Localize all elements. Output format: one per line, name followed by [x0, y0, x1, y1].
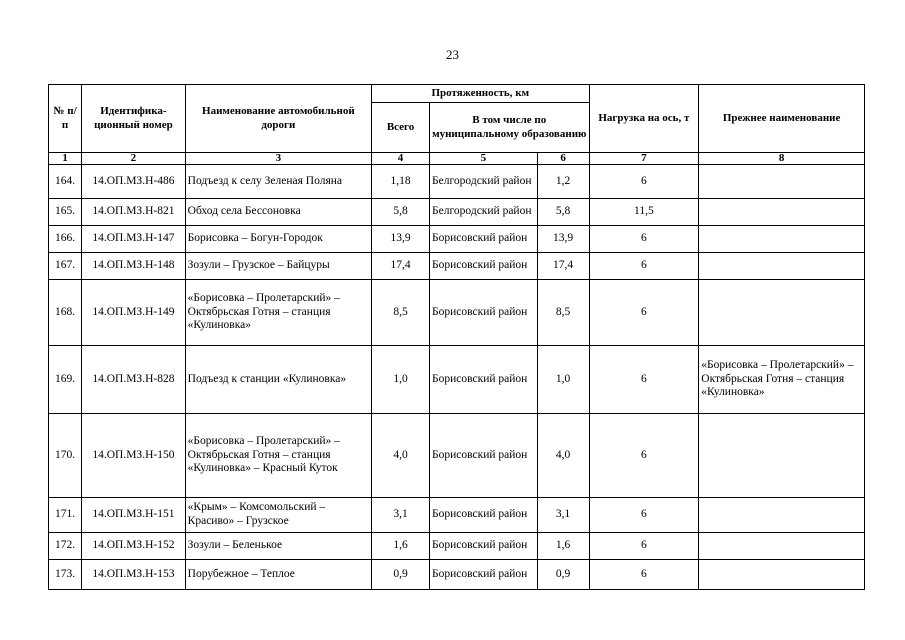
- axle-load: 6: [589, 346, 699, 414]
- length-total: 1,0: [372, 346, 430, 414]
- row-number: 164.: [49, 165, 82, 199]
- table-row: [49, 199, 865, 226]
- district: Борисовский район: [430, 414, 538, 498]
- length-total: 13,9: [372, 226, 430, 253]
- road-id: 14.ОП.МЗ.Н-149: [82, 280, 186, 346]
- district-length: 1,2: [537, 165, 589, 199]
- col-number: 7: [589, 153, 699, 165]
- district-length: 4,0: [537, 414, 589, 498]
- table-row: [49, 280, 865, 346]
- previous-name: [699, 165, 865, 199]
- length-total: 1,18: [372, 165, 430, 199]
- road-id: 14.ОП.МЗ.Н-828: [82, 346, 186, 414]
- district: Белгородский район: [430, 165, 538, 199]
- previous-name: [699, 253, 865, 280]
- district: Борисовский район: [430, 280, 538, 346]
- road-id: 14.ОП.МЗ.Н-148: [82, 253, 186, 280]
- row-number: 165.: [49, 199, 82, 226]
- road-name: «Борисовка – Пролетарский» – Октябрьская Готня – станция «Кулиновка»: [185, 280, 371, 346]
- road-id: 14.ОП.МЗ.Н-486: [82, 165, 186, 199]
- previous-name: [699, 498, 865, 533]
- district: Борисовский район: [430, 346, 538, 414]
- axle-load: 6: [589, 498, 699, 533]
- length-total: 17,4: [372, 253, 430, 280]
- table-row: [49, 414, 865, 498]
- axle-load: 6: [589, 226, 699, 253]
- table-row: [49, 253, 865, 280]
- district-length: 13,9: [537, 226, 589, 253]
- road-id: 14.ОП.МЗ.Н-147: [82, 226, 186, 253]
- col-number: 2: [82, 153, 186, 165]
- previous-name: [699, 560, 865, 590]
- previous-name: «Борисовка – Пролетарский» – Октябрьская Готня – станция «Кулиновка»: [699, 346, 865, 414]
- district-length: 1,6: [537, 533, 589, 560]
- table-row: [49, 560, 865, 590]
- road-name: Обход села Бессоновка: [185, 199, 371, 226]
- roads-table: [48, 84, 865, 590]
- length-total: 8,5: [372, 280, 430, 346]
- col-number: 5: [430, 153, 538, 165]
- road-id: 14.ОП.МЗ.Н-821: [82, 199, 186, 226]
- table-body: [49, 165, 865, 590]
- length-total: 4,0: [372, 414, 430, 498]
- length-total: 3,1: [372, 498, 430, 533]
- road-name: Зозули – Беленькое: [185, 533, 371, 560]
- table-row: [49, 165, 865, 199]
- header-total: Всего: [372, 103, 430, 153]
- column-number-row: [49, 153, 865, 165]
- district: Борисовский район: [430, 253, 538, 280]
- previous-name: [699, 226, 865, 253]
- road-name: Борисовка – Богун-Городок: [185, 226, 371, 253]
- col-number: 3: [185, 153, 371, 165]
- table-row: [49, 226, 865, 253]
- header-name: Наименование автомобильной дороги: [185, 85, 371, 153]
- axle-load: 6: [589, 280, 699, 346]
- road-name: Подъезд к селу Зеленая Поляна: [185, 165, 371, 199]
- col-number: 1: [49, 153, 82, 165]
- road-id: 14.ОП.МЗ.Н-152: [82, 533, 186, 560]
- district-length: 0,9: [537, 560, 589, 590]
- col-number: 6: [537, 153, 589, 165]
- district-length: 17,4: [537, 253, 589, 280]
- road-id: 14.ОП.МЗ.Н-153: [82, 560, 186, 590]
- previous-name: [699, 280, 865, 346]
- axle-load: 6: [589, 165, 699, 199]
- district-length: 8,5: [537, 280, 589, 346]
- row-number: 168.: [49, 280, 82, 346]
- district-length: 5,8: [537, 199, 589, 226]
- previous-name: [699, 199, 865, 226]
- row-number: 172.: [49, 533, 82, 560]
- header-load: Нагрузка на ось, т: [589, 85, 699, 153]
- axle-load: 6: [589, 414, 699, 498]
- header-id: Идентифика-ционный номер: [82, 85, 186, 153]
- row-number: 169.: [49, 346, 82, 414]
- header-prev: Прежнее наименование: [699, 85, 865, 153]
- road-name: «Борисовка – Пролетарский» – Октябрьская Готня – станция «Кулиновка» – Красный Куток: [185, 414, 371, 498]
- district-length: 1,0: [537, 346, 589, 414]
- header-length-group: Протяженность, км: [372, 85, 589, 103]
- header-num: № п/п: [49, 85, 82, 153]
- length-total: 1,6: [372, 533, 430, 560]
- district-length: 3,1: [537, 498, 589, 533]
- road-id: 14.ОП.МЗ.Н-150: [82, 414, 186, 498]
- district: Борисовский район: [430, 560, 538, 590]
- previous-name: [699, 414, 865, 498]
- district: Белгородский район: [430, 199, 538, 226]
- road-name: Зозули – Грузское – Байцуры: [185, 253, 371, 280]
- row-number: 171.: [49, 498, 82, 533]
- table-row: [49, 533, 865, 560]
- row-number: 166.: [49, 226, 82, 253]
- length-total: 5,8: [372, 199, 430, 226]
- axle-load: 6: [589, 533, 699, 560]
- col-number: 4: [372, 153, 430, 165]
- road-id: 14.ОП.МЗ.Н-151: [82, 498, 186, 533]
- row-number: 167.: [49, 253, 82, 280]
- table-row: [49, 346, 865, 414]
- axle-load: 6: [589, 253, 699, 280]
- row-number: 173.: [49, 560, 82, 590]
- road-name: Порубежное – Теплое: [185, 560, 371, 590]
- row-number: 170.: [49, 414, 82, 498]
- header-incl: В том числе по муниципальному образованию: [430, 103, 589, 153]
- axle-load: 6: [589, 560, 699, 590]
- previous-name: [699, 533, 865, 560]
- table-header: [49, 85, 865, 165]
- district: Борисовский район: [430, 533, 538, 560]
- district: Борисовский район: [430, 498, 538, 533]
- axle-load: 11,5: [589, 199, 699, 226]
- district: Борисовский район: [430, 226, 538, 253]
- length-total: 0,9: [372, 560, 430, 590]
- road-name: «Крым» – Комсомольский – Красиво» – Грузское: [185, 498, 371, 533]
- col-number: 8: [699, 153, 865, 165]
- table-row: [49, 498, 865, 533]
- road-name: Подъезд к станции «Кулиновка»: [185, 346, 371, 414]
- page-number: 23: [446, 47, 459, 62]
